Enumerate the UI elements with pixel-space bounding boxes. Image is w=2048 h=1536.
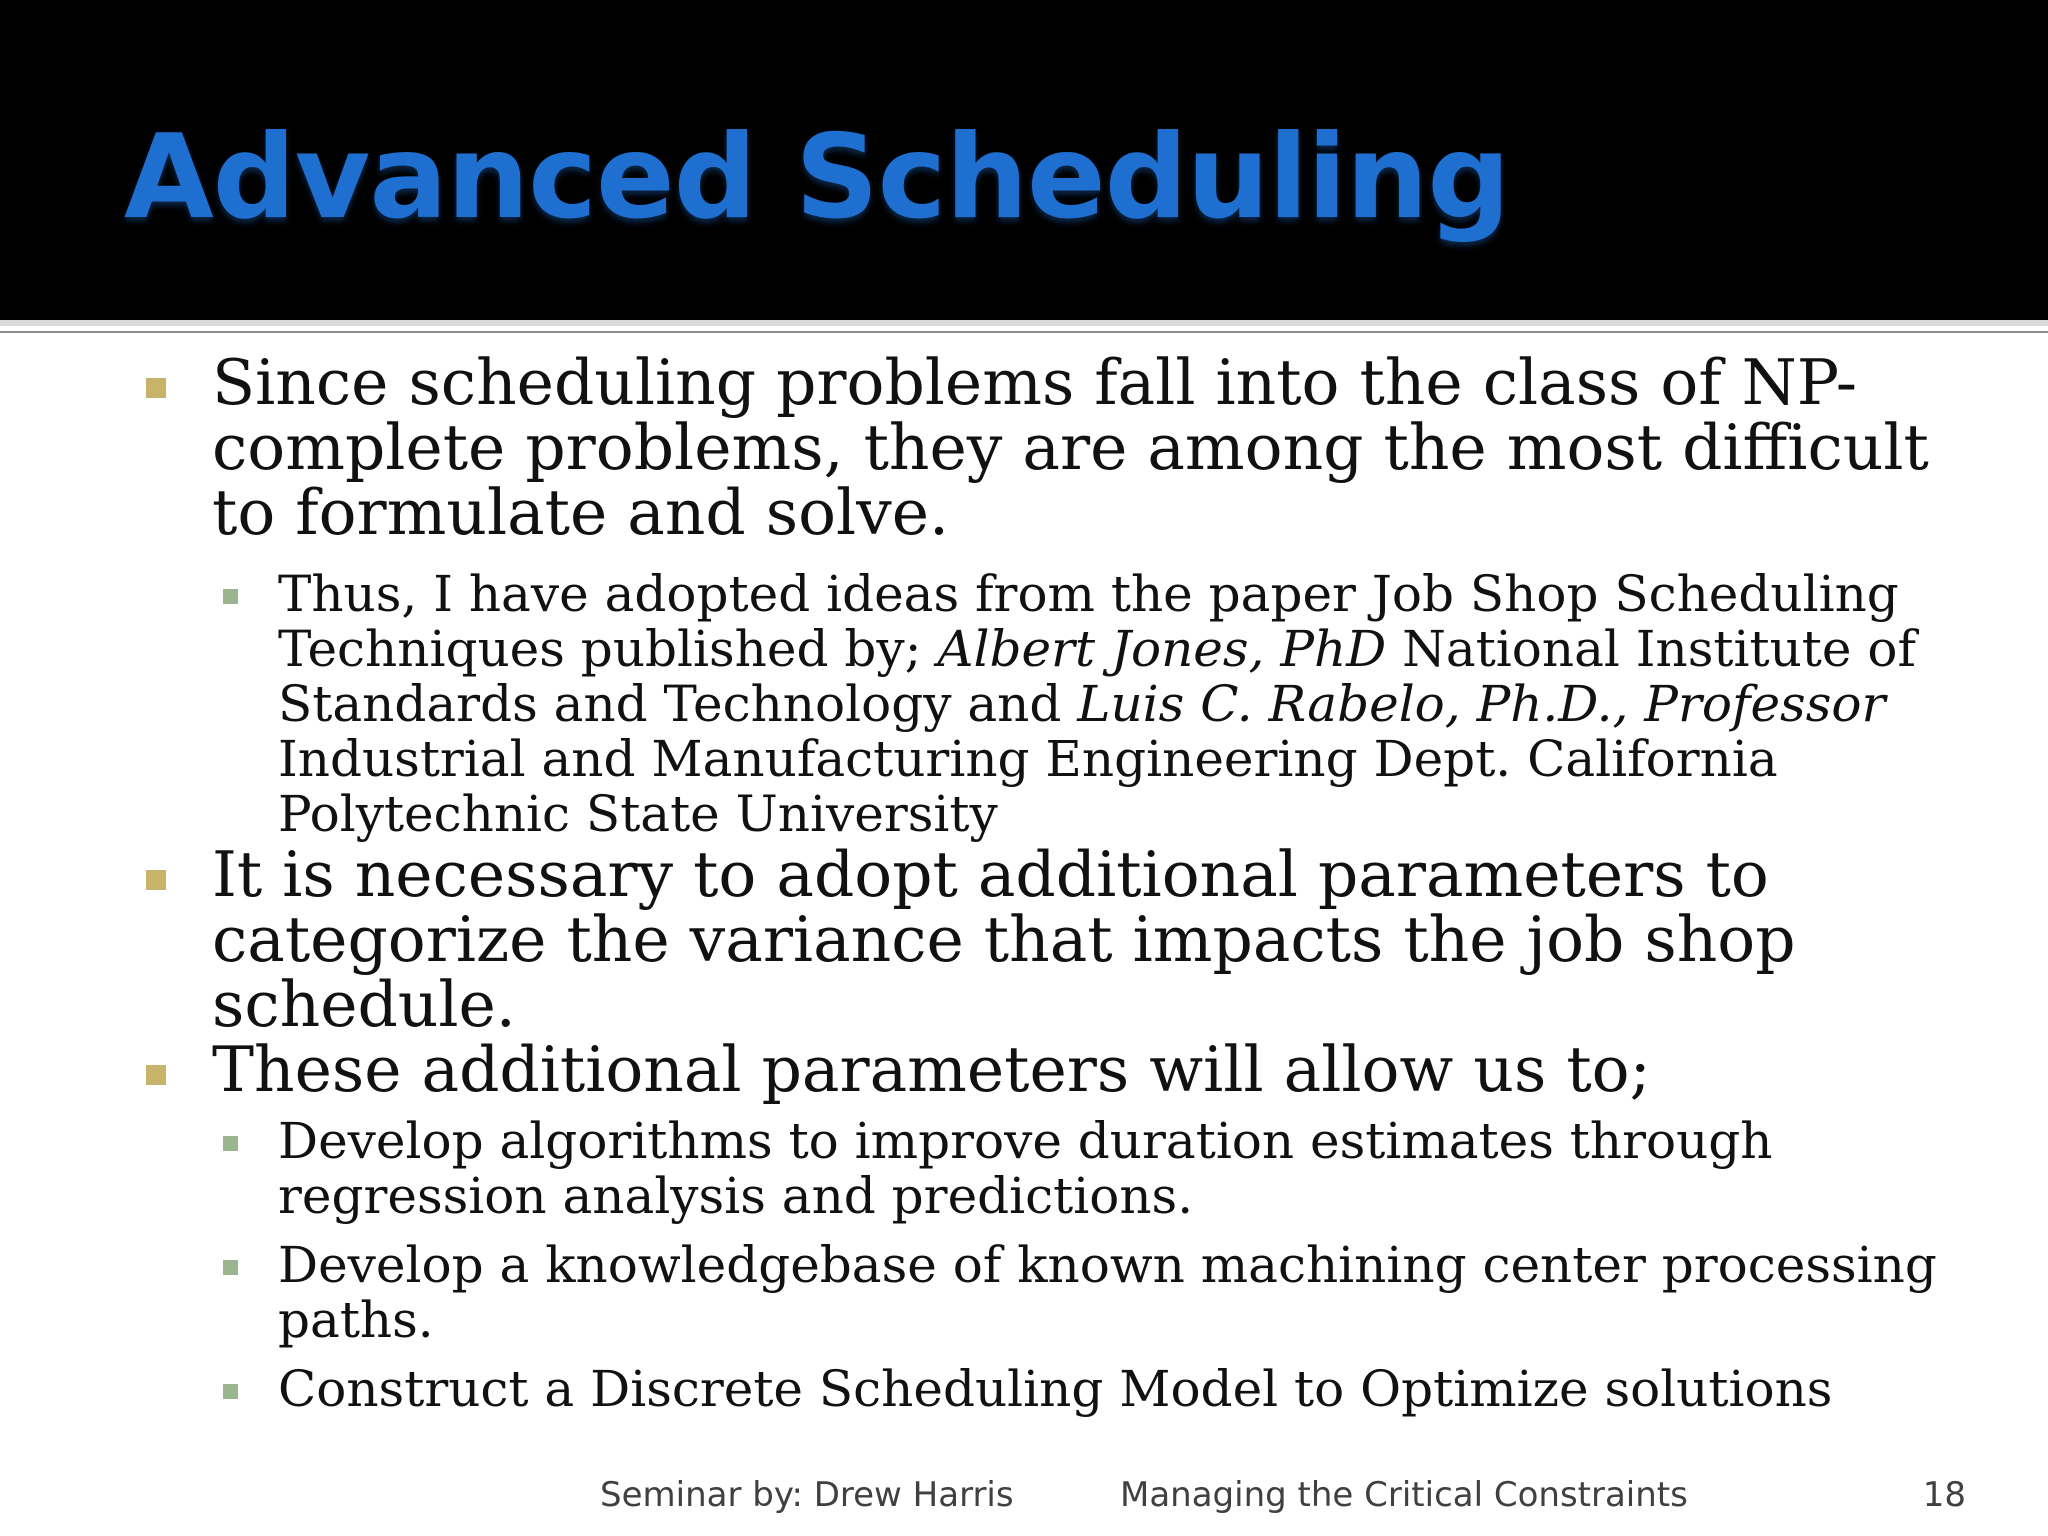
bullet-text: These additional parameters will allow us to; — [212, 1033, 1651, 1106]
slide-content — [0, 346, 2048, 1418]
sub-bullet-text: Construct a Discrete Scheduling Model to Optimize solutions — [278, 1360, 1833, 1418]
bullet-text: Since scheduling problems fall into the class of NP-complete problems, they are among the most difficult to formulate and solve. — [212, 346, 1929, 549]
square-bullet-icon — [146, 1065, 166, 1085]
sub-bullet-text: Develop a knowledgebase of known machining center processing paths. — [278, 1236, 1937, 1349]
square-sub-bullet-icon — [223, 1260, 238, 1275]
sub-bullet-text-part: Thus, I have adopted ideas from the paper Job Shop Scheduling Techniques published by; — [278, 565, 1899, 678]
bullet-item — [212, 1033, 1988, 1106]
sub-bullet-item — [278, 1362, 1988, 1417]
sub-bullet-text-part: Industrial and Manufacturing Engineering Dept. California Polytechnic State University — [278, 730, 1778, 843]
bullet-item — [212, 346, 1988, 549]
square-sub-bullet-icon — [223, 1384, 238, 1399]
author-name: Luis C. Rabelo, Ph.D., Professor — [1077, 675, 1886, 733]
sub-bullet-item — [278, 1114, 1988, 1224]
sub-bullet-text-part: National Institute of Standards and Technology and — [278, 620, 1916, 733]
footer-presenter: Seminar by: Drew Harris — [600, 1475, 1014, 1515]
title-bar — [0, 0, 2048, 320]
slide-title: Advanced Scheduling — [124, 110, 1510, 245]
footer-topic: Managing the Critical Constraints — [1120, 1475, 1688, 1515]
slide-footer — [0, 1470, 2048, 1520]
sub-bullet-item — [278, 567, 1988, 842]
title-divider — [0, 320, 2048, 326]
square-bullet-icon — [146, 378, 166, 398]
bullet-text: It is necessary to adopt additional parameters to categorize the variance that impacts the job shop schedule. — [212, 838, 1796, 1041]
square-sub-bullet-icon — [223, 589, 238, 604]
sub-bullet-text: Develop algorithms to improve duration estimates through regression analysis and predictions. — [278, 1112, 1773, 1225]
square-bullet-icon — [146, 870, 166, 890]
title-divider-thin — [0, 331, 2048, 333]
bullet-item — [212, 838, 1988, 1041]
slide-number: 18 — [1922, 1475, 1966, 1515]
square-sub-bullet-icon — [223, 1136, 238, 1151]
author-name: Albert Jones, PhD — [937, 620, 1387, 678]
sub-bullet-item — [278, 1238, 1988, 1348]
